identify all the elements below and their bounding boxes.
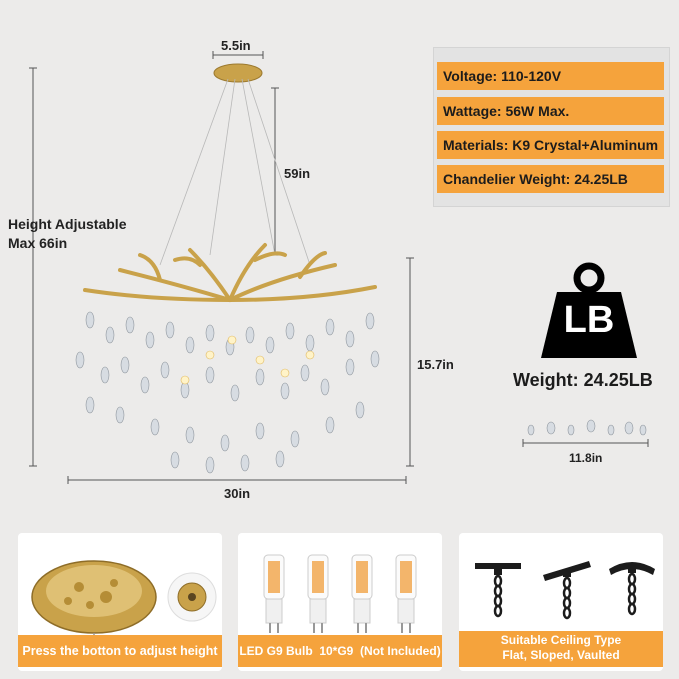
- crystal-length-dimension: 11.8in: [569, 451, 603, 465]
- cable-dimension: 59in: [284, 166, 311, 181]
- weight-value: 24.25LB: [583, 370, 653, 390]
- spec-voltage: Voltage: 110-120V: [437, 62, 664, 90]
- spec-materials: Materials: K9 Crystal+Aluminum: [437, 131, 664, 159]
- height-max-label: Max 66in: [8, 235, 68, 251]
- ceiling-type-icons: [467, 557, 657, 637]
- weight-label: Weight:: [513, 370, 579, 390]
- body-height-dimension: 15.7in: [417, 357, 454, 372]
- canopy-caption: Press the botton to adjust height: [18, 635, 222, 667]
- spec-wattage: Wattage: 56W Max.: [437, 97, 664, 125]
- weight-readout: [513, 370, 653, 391]
- height-adjustable-label: Height Adjustable: [8, 216, 127, 232]
- bulb-caption: LED G9 Bulb 10*G9 (Not Included): [238, 635, 442, 667]
- panel-bulbs: [238, 533, 442, 671]
- crystal-strand-image: [523, 418, 651, 438]
- spec-chandelier-weight: Chandelier Weight: 24.25LB: [437, 165, 664, 193]
- weight-icon-text: LB: [563, 299, 615, 341]
- chandelier-image: [60, 55, 400, 475]
- panel-ceiling-type: [459, 533, 663, 671]
- ceiling-caption: Suitable Ceiling Type Flat, Sloped, Vaulted: [459, 631, 663, 667]
- panel-canopy-adjust: [18, 533, 222, 671]
- bulb-image: [260, 551, 420, 641]
- canopy-image: [24, 539, 220, 639]
- flat-ceiling-icon: [475, 563, 521, 569]
- width-dimension: 30in: [224, 486, 251, 501]
- canopy-dimension: 5.5in: [221, 38, 251, 53]
